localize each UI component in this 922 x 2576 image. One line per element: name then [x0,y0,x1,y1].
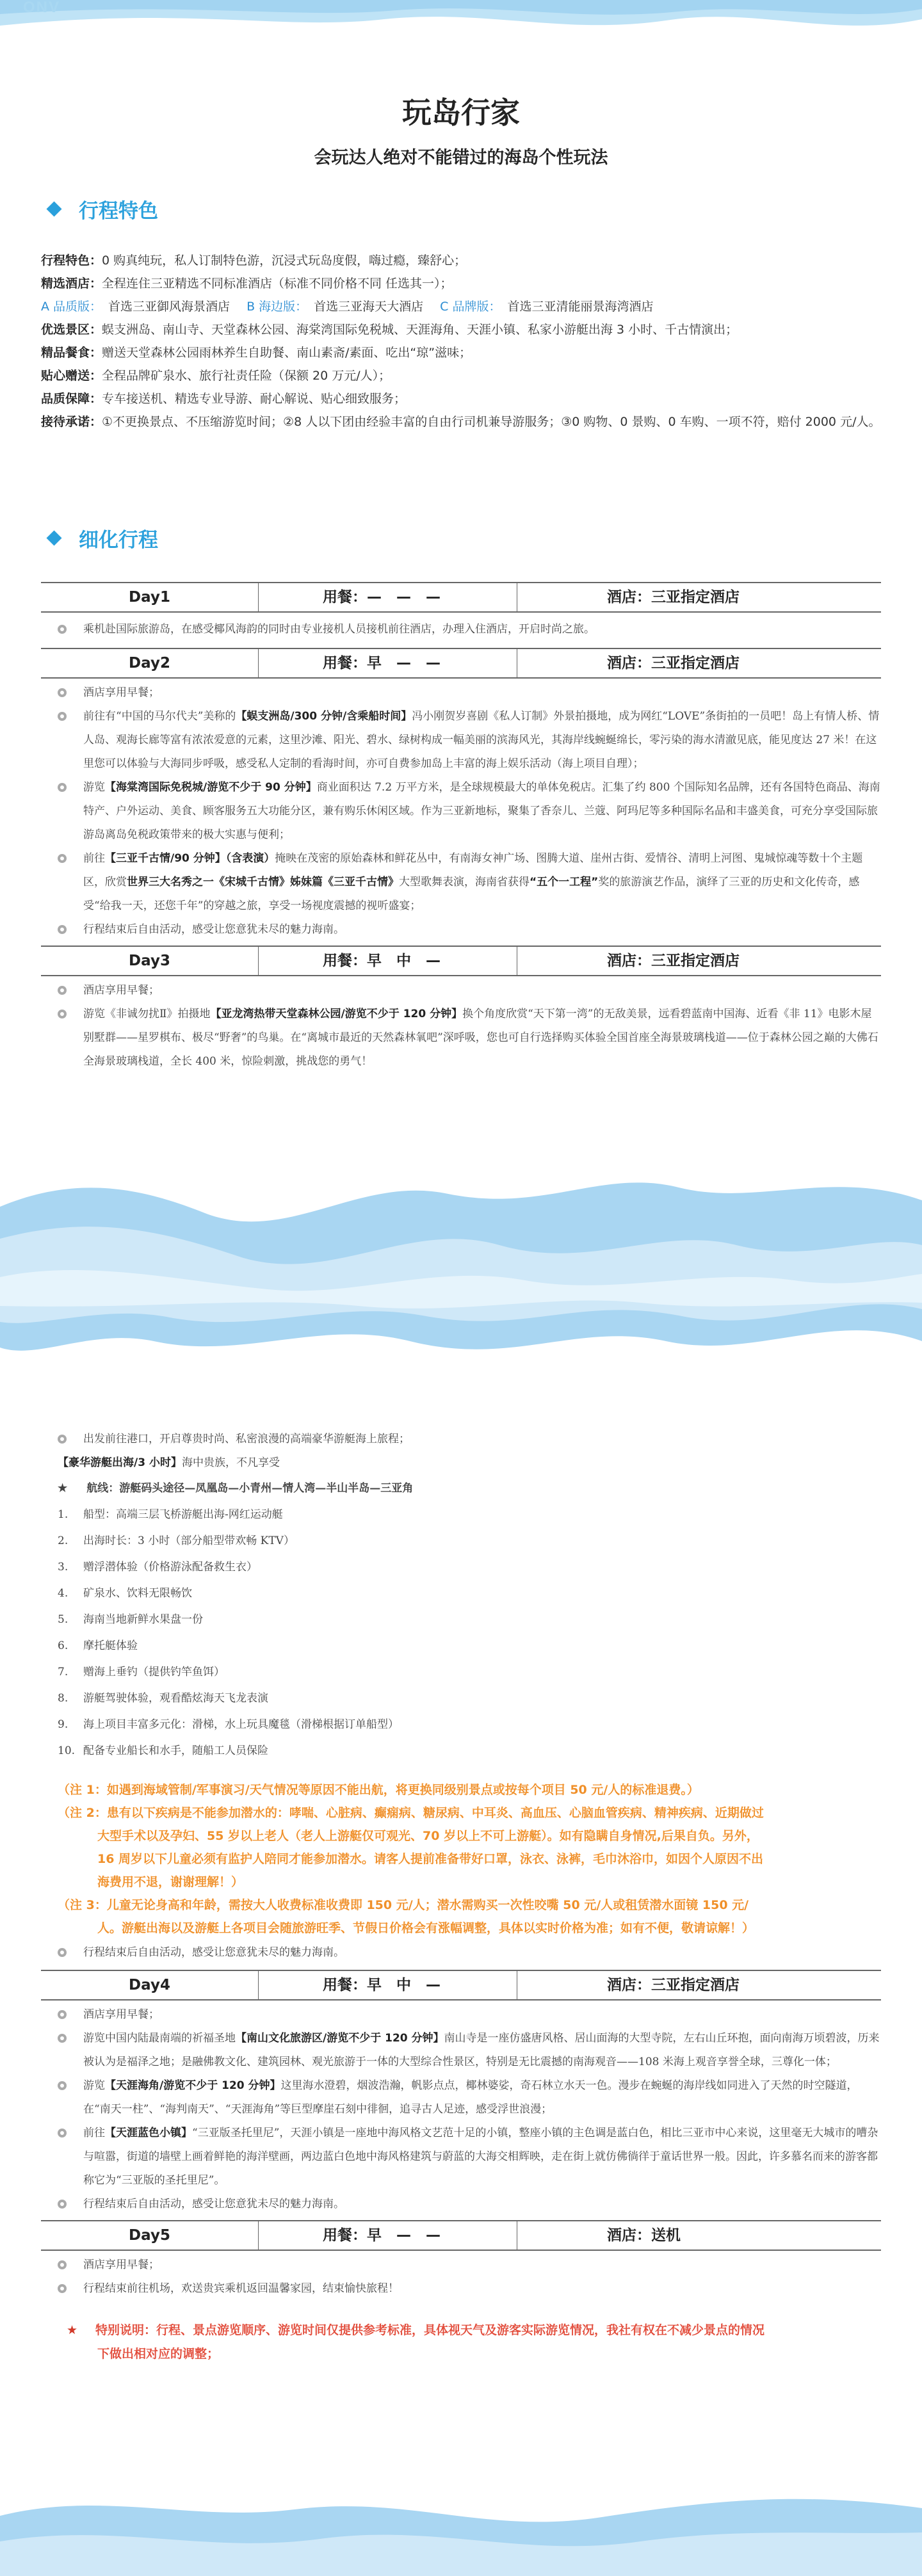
feature-row [41,364,881,387]
special-note [41,2319,881,2366]
features-heading [41,195,881,223]
item-number: 9. [58,1718,69,1731]
feature-value: 全程连住三亚精选不同标准酒店（标准不同价格不同 任选其一）； [102,277,453,291]
special-note-text: 下做出相对应的调整； [97,2347,220,2361]
meal-label: 用餐： [323,655,367,672]
bullet-icon [58,688,67,697]
list-item [58,1428,881,1451]
attraction-name: 【天涯蓝色小镇】 [105,2127,192,2139]
list-item [58,2027,881,2074]
meal-label: 用餐： [323,589,367,606]
attraction-name: 【亚龙湾热带天堂森林公园/游览不少于 120 分钟】 [210,1008,463,1020]
item-text: 游览《非诚勿扰Ⅱ》拍摄地 [83,1008,211,1020]
note-3-line: 人。游艇出海以及游艇上各项目会随旅游旺季、节假日价格会有涨幅调整，具体以实时价格为准；如有不便，敬请谅解！） [97,1921,755,1935]
item-text: 奖的旅游演艺作品，演绎了三亚的历史和文化传奇，感受“给我一天，还您千年”的穿越之旅，享受一场视度震撼的视听盛宴； [83,876,860,912]
item-number: 5. [58,1613,69,1626]
item-text: 酒店享用早餐； [83,2008,159,2021]
meal-value: 早 — — [367,655,441,672]
hotel-cell [517,1971,881,1999]
header-section [41,90,881,168]
item-text: 矿泉水、饮料无限畅饮 [83,1587,192,1600]
item-text: 海南当地新鲜水果盘一份 [83,1613,203,1626]
note-2-line: 海费用不退，谢谢理解！） [97,1875,244,1889]
day5-header [41,2220,881,2251]
itinerary-heading [41,524,881,552]
meals-cell [259,947,517,975]
diamond-icon [46,530,61,545]
bullet-icon [58,2081,67,2090]
itinerary-section [41,524,881,1074]
attraction-name: 【南山文化旅游区/游览不少于 120 分钟】 [236,2032,444,2045]
hotel-option-value: 首选三亚清能丽景海湾酒店 [507,300,654,314]
day-label: Day1 [41,583,259,611]
hotel-value: 三亚指定酒店 [651,1977,740,1993]
brand-logo: ONV [23,0,61,16]
bullet-icon [58,925,67,934]
day1-body [41,613,881,648]
special-note-text: 特别说明：行程、景点游览顺序、游览时间仅提供参考标准，具体视天气及游客实际游览情况，我社有权在不减少景点的情况 [95,2323,765,2337]
feature-value: 蜈支洲岛、南山寺、天堂森林公园、海棠湾国际免税城、天涯海角、天涯小镇、私家小游艇出海 3 小时、千古情演出； [102,323,738,337]
hotel-cell [517,947,881,975]
top-wave-decoration [0,0,922,38]
bullet-icon [58,2200,67,2209]
hotel-option-key: A 品质版： [41,300,102,314]
day2-body [41,679,881,946]
feature-key: 精品餐食： [41,346,102,360]
hotel-option-value: 首选三亚海天大酒店 [314,300,424,314]
item-text: 行程结束后自由活动，感受让您意犹未尽的魅力海南。 [83,1946,344,1959]
feature-key: 品质保障： [41,392,102,406]
itinerary-heading-text: 细化行程 [79,529,158,552]
day4-body [41,2000,881,2220]
meal-value: 早 中 — [367,953,441,969]
hotel-label: 酒店： [607,589,651,606]
show-name: 世界三大名秀之一《宋城千古情》姊妹篇《三亚千古情》 [127,876,399,889]
star-icon: ★ [67,2323,78,2337]
yacht-title: 【豪华游艇出海/3 小时】 [58,1456,182,1469]
item-number: 3. [58,1561,69,1574]
hotel-value: 三亚指定酒店 [651,655,740,672]
numbered-item [58,1659,881,1686]
item-text: 海上项目丰富多元化：滑梯，水上玩具魔毯（滑梯根据订单船型） [83,1718,399,1731]
bullet-icon [58,2284,67,2293]
hotel-option-key: B 海边版： [247,300,308,314]
feature-row [41,272,881,295]
meals-cell [259,649,517,677]
special-note-line [67,2319,881,2342]
item-text: 前往 [83,2127,105,2139]
hotel-option-value: 首选三亚御风海景酒店 [108,300,230,314]
note-2-line: 16 周岁以下儿童必须有监护人陪同才能参加潜水。请客人提前准备带好口罩，泳衣、泳裤，毛巾沐浴巾，如因个人原因不出 [97,1852,764,1866]
feature-key: 行程特色： [41,254,102,268]
numbered-item [58,1554,881,1581]
item-number: 8. [58,1692,69,1705]
numbered-item [58,1581,881,1607]
day2-header [41,648,881,679]
feature-value: 专车接送机、精选专业导游、耐心解说、贴心细致服务； [102,392,407,406]
hotel-label: 酒店： [607,655,651,672]
item-text: 换个角度欣赏“天下第一湾”的无敌美景，远看碧蓝南中国海、近看《非 11》电影木屋别墅群——星罗棋布、极尽“野奢”的鸟巢。在“离城市最近的天然森林氧吧”深呼吸，您也可自行选择购买体验全国首座全海景玻璃栈道——位于森林公园之巅的大佛石全海景玻璃栈道，全长 400 米，惊险刺激，挑战您的勇气！ [83,1008,878,1068]
feature-value: 全程品牌矿泉水、旅行社责任险（保额 20 万元/人）； [102,369,391,383]
list-item [58,1002,881,1074]
feature-row [41,249,881,272]
item-text: 前往 [83,852,105,865]
item-text: 出发前往港口，开启尊贵时尚、私密浪漫的高端豪华游艇海上旅程； [83,1433,410,1445]
day4-header [41,1970,881,2000]
bullet-icon [58,712,67,721]
item-text: 行程结束后自由活动，感受让您意犹未尽的魅力海南。 [83,2198,344,2210]
item-number: 1. [58,1508,69,1521]
numbered-item [58,1607,881,1633]
meal-value: 早 中 — [367,1977,441,1993]
special-note-line [67,2342,881,2366]
item-text: 冯小刚贺岁喜剧《私人订制》外景拍摄地，成为网红“LOVE”条街拍的一员吧！岛上有情人桥、情人岛、观海长廊等富有浓浓爱意的元素，这里沙滩、阳光、碧水、绿树构成一幅美丽的滨海风光，其海岸线蜿蜒绵长，零污染的海水清澈见底，能见度达 27 米！在这里您可以体验与大海同步呼吸，感受私人定制的看海时间，亦可自费参加岛上丰富的海上娱乐活动（海上项目自理）； [83,710,880,770]
note-2-line: 大型手术以及孕妇、55 岁以上老人（老人上游艇仅可观光、70 岁以上不可上游艇）。如有隐瞒自身情况,后果自负。另外， [97,1829,759,1843]
list-item [58,776,881,847]
hotel-label: 酒店： [607,953,651,969]
bullet-icon [58,2260,67,2269]
bullet-icon [58,986,67,995]
item-text: 酒店享用早餐； [83,2258,159,2271]
attraction-name: 【三亚千古情/90 分钟】（含表演） [105,852,275,865]
numbered-item [58,1738,881,1764]
attraction-name: 【天涯海角/游览不少于 120 分钟】 [105,2079,281,2092]
meals-cell [259,583,517,611]
item-text: 游艇驾驶体验，观看酷炫海天飞龙表演 [83,1692,268,1705]
star-icon: ★ [58,1482,68,1495]
item-text: 游览 [83,2079,105,2092]
list-item [58,2193,881,2216]
hotel-label: 酒店： [607,1977,651,1993]
page-title: 玩岛行家 [402,95,520,130]
hotel-value: 三亚指定酒店 [651,589,740,606]
feature-key: 贴心赠送： [41,369,102,383]
feature-row [41,387,881,410]
page-subtitle: 会玩达人绝对不能错过的海岛个性玩法 [314,148,608,168]
feature-value: ①不更换景点、不压缩游览时间；②8 人以下团由经验丰富的自由行司机兼导游服务；③0 购物、0 景购、0 车购、一项不符，赔付 2000 元/人。 [102,415,881,429]
item-text: 掩映在茂密的原始森林和鲜花丛中，有南海女神广场、图腾大道、崖州古街、爱情谷、清明上河图、鬼城惊魂等数十个主题区，欣赏 [83,852,863,889]
item-text: 摩托艇体验 [83,1639,138,1652]
diamond-icon [46,201,61,216]
numbered-item [58,1502,881,1528]
hotel-label: 酒店： [607,2227,651,2244]
item-text: 南山寺是一座仿盛唐风格、居山面海的大型寺院，左右山丘环抱，面向南海万顷碧波，历来被认为是福泽之地；是融佛教文化、建筑园林、观光旅游于一体的大型综合性景区，特别是无比震撼的南海观音——108 米海上观音享誉全球，三尊化一体； [83,2032,880,2068]
item-text: 酒店享用早餐； [83,984,159,997]
list-item [58,705,881,776]
hotel-value: 三亚指定酒店 [651,953,740,969]
numbered-item [58,1686,881,1712]
item-text: 行程结束后自由活动，感受让您意犹未尽的魅力海南。 [83,923,344,936]
item-text: 配备专业船长和水手，随船工人员保险 [83,1744,268,1757]
item-text: 大型歌舞表演，海南省获得 [399,876,530,889]
bullet-icon [58,2034,67,2043]
item-text: 酒店享用早餐； [83,686,159,699]
bullet-icon [58,1435,67,1444]
bullet-icon [58,854,67,863]
meal-label: 用餐： [323,1977,367,1993]
item-text: 前往有“中国的马尔代夫”美称的 [83,710,236,723]
item-number: 7. [58,1666,69,1678]
meals-cell [259,1971,517,1999]
note-1: （注 1：如遇到海域管制/军事演习/天气情况等原因不能出航，将更换同级别景点或按每个项目 50 元/人的标准退费。） [58,1783,699,1797]
award-name: “五个一工程” [530,876,599,889]
feature-value: 0 购真纯玩，私人订制特色游，沉浸式玩岛度假，嗨过瘾，臻舒心； [102,254,467,268]
numbered-item [58,1633,881,1659]
features-section [41,195,881,433]
meal-value: — — — [367,589,441,606]
item-number: 4. [58,1587,69,1600]
item-text: “三亚版圣托里尼”，天涯小镇是一座地中海风格文艺范十足的小镇，整座小镇的主色调是蓝白色，相比三亚市中心来说，这里毫无大城市的嘈杂与喧嚣，街道的墙壁上画着鲜艳的海洋壁画，两边蓝白色地中海风格建筑与蔚蓝的大海交相辉映，走在街上就仿佛徜徉于童话世界一般。因此，许多慕名而来的游客都称它为“三亚版的圣托里尼”。 [83,2127,878,2187]
numbered-item [58,1528,881,1554]
item-number: 2. [58,1534,69,1547]
day1-header [41,582,881,613]
bullet-icon [58,1010,67,1018]
hotel-value: 送机 [651,2227,681,2244]
list-item [58,847,881,918]
list-item [58,2277,881,2301]
item-text: 赠浮潜体验（价格游泳配备救生衣） [83,1561,257,1574]
bullet-icon [58,2010,67,2019]
list-item [58,979,881,1002]
item-text: 商业面积达 7.2 万平方米，是全球规模最大的单体免税店。汇集了约 800 个国际知名品牌，还有各国特色商品、海南特产、户外运动、美食、顾客服务五大功能分区，兼有购乐休闲区域。作为三亚新地标，聚集了香奈儿、兰蔻、阿玛尼等多种国际名品和丰盛美食，可充分享受国际旅游岛离岛免税政策带来的极大实惠与便利； [83,781,880,841]
notes-block [58,1778,881,1940]
meal-label: 用餐： [323,953,367,969]
note-2-line: （注 2：患有以下疾病是不能参加潜水的：哮喘、心脏病、癫痫病、糖尿病、中耳炎、高血压、心脑血管疾病、精神疾病、近期做过 [58,1806,764,1820]
item-number: 10. [58,1744,76,1757]
item-number: 6. [58,1639,69,1652]
item-text: 游览 [83,781,105,794]
meals-cell [259,2221,517,2250]
list-item [58,618,881,641]
hotel-cell [517,583,881,611]
meal-value: 早 — — [367,2227,441,2244]
list-item [58,2074,881,2121]
list-item [58,918,881,942]
route-text: 航线：游艇码头途径—凤凰岛—小青州—情人湾—半山半岛—三亚角 [86,1482,414,1495]
itinerary-continued [41,1428,881,2366]
bullet-icon [58,625,67,634]
day-label: Day2 [41,649,259,677]
item-text: 行程结束前往机场，欢送贵宾乘机返回温馨家园，结束愉快旅程！ [83,2282,399,2295]
day3-header [41,946,881,976]
item-text: 船型：高端三层飞桥游艇出海-网红运动艇 [83,1508,283,1521]
day5-body [41,2251,881,2301]
list-item [58,2003,881,2027]
attraction-name: 【蜈支洲岛/300 分钟/含乘船时间】 [236,710,412,723]
middle-wave-decoration [0,1149,922,1386]
route-line [58,1475,881,1502]
hotel-cell [517,2221,881,2250]
day-label: Day4 [41,1971,259,1999]
features-list [41,249,881,433]
list-item [58,681,881,705]
bullet-icon [58,1948,67,1957]
attraction-name: 【海棠湾国际免税城/游览不少于 90 分钟】 [105,781,317,794]
feature-key: 优选景区： [41,323,102,337]
hotel-option-key: C 品牌版： [440,300,501,314]
hotel-cell [517,649,881,677]
bullet-icon [58,2129,67,2137]
list-item [58,2121,881,2193]
numbered-item [58,1712,881,1738]
item-text: 游览中国内陆最南端的祈福圣地 [83,2032,236,2045]
day-label: Day3 [41,947,259,975]
hotel-options-row [41,295,881,318]
feature-key: 精选酒店： [41,277,102,291]
feature-row [41,318,881,341]
day3-body-part1 [41,976,881,1074]
list-item [58,2253,881,2277]
bottom-wave-decoration [0,2477,922,2576]
item-text: 乘机赴国际旅游岛，在感受椰风海韵的同时由专业接机人员接机前往酒店，办理入住酒店，开启时尚之旅。 [83,623,595,636]
item-text: 海中贵族，不凡享受 [181,1456,280,1469]
feature-row [41,341,881,364]
day3-body-part2 [41,1428,881,1965]
feature-key: 接待承诺： [41,415,102,429]
features-heading-text: 行程特色 [79,200,158,223]
meal-label: 用餐： [323,2227,367,2244]
list-item [58,1941,881,1965]
feature-value: 赠送天堂森林公园雨林养生自助餐、南山素斋/素面、吃出“琼”滋味； [102,346,472,360]
feature-row [41,410,881,433]
yacht-line [58,1451,881,1475]
bullet-icon [58,783,67,792]
item-text: 这里海水澄碧，烟波浩瀚，帆影点点，椰林婆娑，奇石林立水天一色。漫步在蜿蜒的海岸线如同进入了天然的时空隧道，在“南天一柱”、“海判南天”、“天涯海角”等巨型摩崖石刻中徘徊，追寻古人足迹，感受浮世浪漫； [83,2079,858,2116]
item-text: 出海时长：3 小时（部分船型带欢畅 KTV） [83,1534,295,1547]
item-text: 赠海上垂钓（提供钓竿鱼饵） [83,1666,225,1678]
note-3-line: （注 3：儿童无论身高和年龄，需按大人收费标准收费即 150 元/人；潜水需购买一次性咬嘴 50 元/人或租赁潜水面镜 150 元/ [58,1898,749,1912]
day-label: Day5 [41,2221,259,2250]
